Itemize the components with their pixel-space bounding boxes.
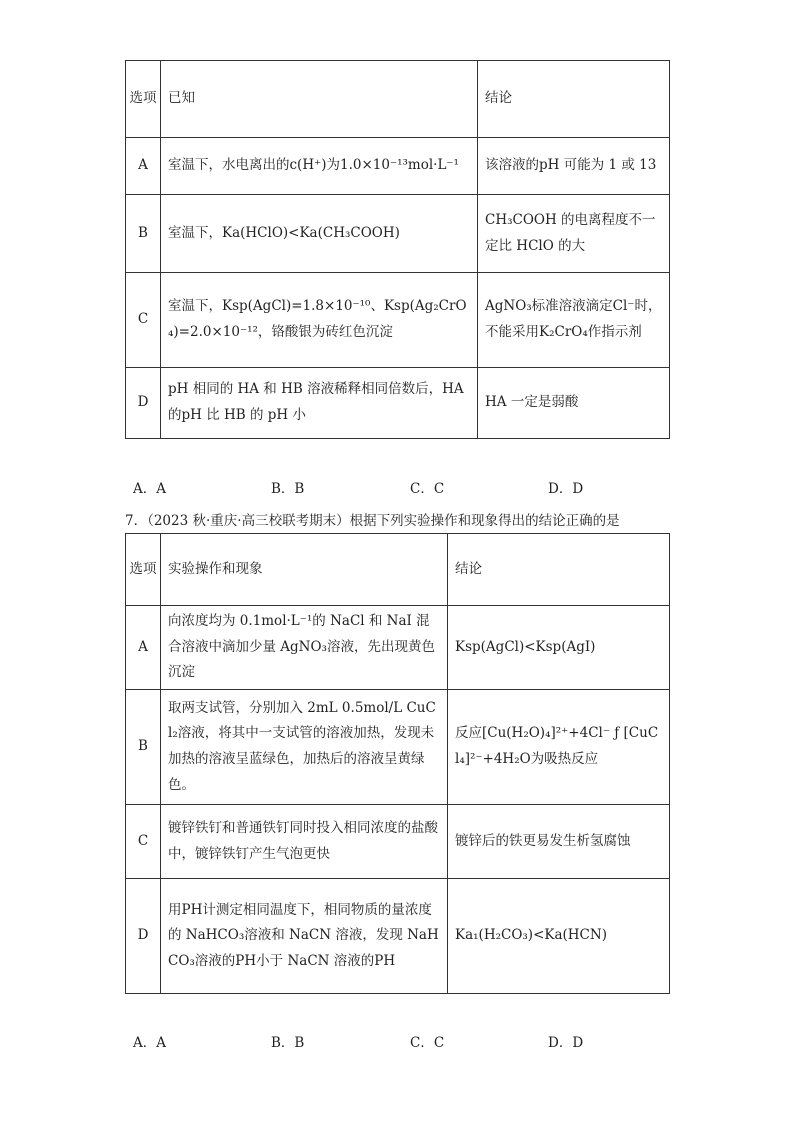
header-operation: 实验操作和现象 bbox=[161, 534, 448, 606]
row-conclusion: 该溶液的pH 可能为 1 或 13 bbox=[478, 138, 670, 195]
row-conclusion: AgNO₃标准溶液滴定Cl⁻时，不能采用K₂CrO₄作指示剂 bbox=[478, 273, 670, 368]
choice-a[interactable]: A．A bbox=[133, 1035, 166, 1051]
choice-d[interactable]: D．D bbox=[548, 481, 584, 497]
header-option: 选项 bbox=[126, 534, 161, 606]
row-option: C bbox=[126, 805, 161, 879]
header-conclusion: 结论 bbox=[448, 534, 670, 606]
row-conclusion: CH₃COOH 的电离程度不一定比 HClO 的大 bbox=[478, 195, 670, 273]
row-known: 室温下，Ka(HClO)<Ka(CH₃COOH) bbox=[161, 195, 478, 273]
row-known: 室温下，Ksp(AgCl)=1.8×10⁻¹⁰、Ksp(Ag₂CrO₄)=2.0×10⁻¹²，铬酸银为砖红色沉淀 bbox=[161, 273, 478, 368]
choice-c[interactable]: C．C bbox=[410, 481, 445, 497]
table-header-row bbox=[126, 534, 670, 606]
choice-b[interactable]: B．B bbox=[271, 481, 305, 497]
table-row bbox=[126, 138, 670, 195]
header-option: 选项 bbox=[126, 61, 161, 138]
row-operation: 镀锌铁钉和普通铁钉同时投入相同浓度的盐酸中，镀锌铁钉产生气泡更快 bbox=[161, 805, 448, 879]
row-conclusion: 反应[Cu(H₂O)₄]²⁺+4Cl⁻ ƒ [CuCl₄]²⁻+4H₂O为吸热反应 bbox=[448, 690, 670, 805]
row-operation: 取两支试管，分别加入 2mL 0.5mol/L CuCl₂溶液，将其中一支试管的溶液加热，发现未加热的溶液呈蓝绿色，加热后的溶液呈黄绿色。 bbox=[161, 690, 448, 805]
question-7-title: 7．（2023 秋·重庆·高三校联考期末）根据下列实验操作和现象得出的结论正确的是 bbox=[125, 513, 620, 529]
header-conclusion: 结论 bbox=[478, 61, 670, 138]
row-option: C bbox=[126, 273, 161, 368]
row-conclusion: HA 一定是弱酸 bbox=[478, 368, 670, 439]
row-option: A bbox=[126, 138, 161, 195]
choice-d[interactable]: D．D bbox=[548, 1035, 584, 1051]
row-option: B bbox=[126, 690, 161, 805]
choice-b[interactable]: B．B bbox=[271, 1035, 305, 1051]
table-row bbox=[126, 195, 670, 273]
table-row bbox=[126, 805, 670, 879]
table-row bbox=[126, 273, 670, 368]
row-conclusion: 镀锌后的铁更易发生析氢腐蚀 bbox=[448, 805, 670, 879]
choice-a[interactable]: A．A bbox=[133, 481, 166, 497]
table-header-row bbox=[126, 61, 670, 138]
row-option: D bbox=[126, 879, 161, 994]
row-option: A bbox=[126, 606, 161, 690]
question-7-table bbox=[125, 533, 670, 994]
row-option: B bbox=[126, 195, 161, 273]
header-known: 已知 bbox=[161, 61, 478, 138]
table-row bbox=[126, 879, 670, 994]
question-7-choices bbox=[133, 1031, 693, 1051]
row-operation: 向浓度均为 0.1mol·L⁻¹的 NaCl 和 NaI 混合溶液中滴加少量 AgNO₃溶液，先出现黄色沉淀 bbox=[161, 606, 448, 690]
row-known: 室温下，水电离出的c(H⁺)为1.0×10⁻¹³mol·L⁻¹ bbox=[161, 138, 478, 195]
row-conclusion: Ka₁(H₂CO₃)<Ka(HCN) bbox=[448, 879, 670, 994]
table-row bbox=[126, 368, 670, 439]
row-known: pH 相同的 HA 和 HB 溶液稀释相同倍数后，HA 的pH 比 HB 的 pH 小 bbox=[161, 368, 478, 439]
row-option: D bbox=[126, 368, 161, 439]
row-conclusion: Ksp(AgCl)<Ksp(AgI) bbox=[448, 606, 670, 690]
table-row bbox=[126, 690, 670, 805]
question-6-table bbox=[125, 60, 670, 439]
table-row bbox=[126, 606, 670, 690]
choice-c[interactable]: C．C bbox=[410, 1035, 445, 1051]
row-operation: 用PH计测定相同温度下，相同物质的量浓度的 NaHCO₃溶液和 NaCN 溶液，发现 NaHCO₃溶液的PH小于 NaCN 溶液的PH bbox=[161, 879, 448, 994]
question-6-choices bbox=[133, 477, 693, 497]
